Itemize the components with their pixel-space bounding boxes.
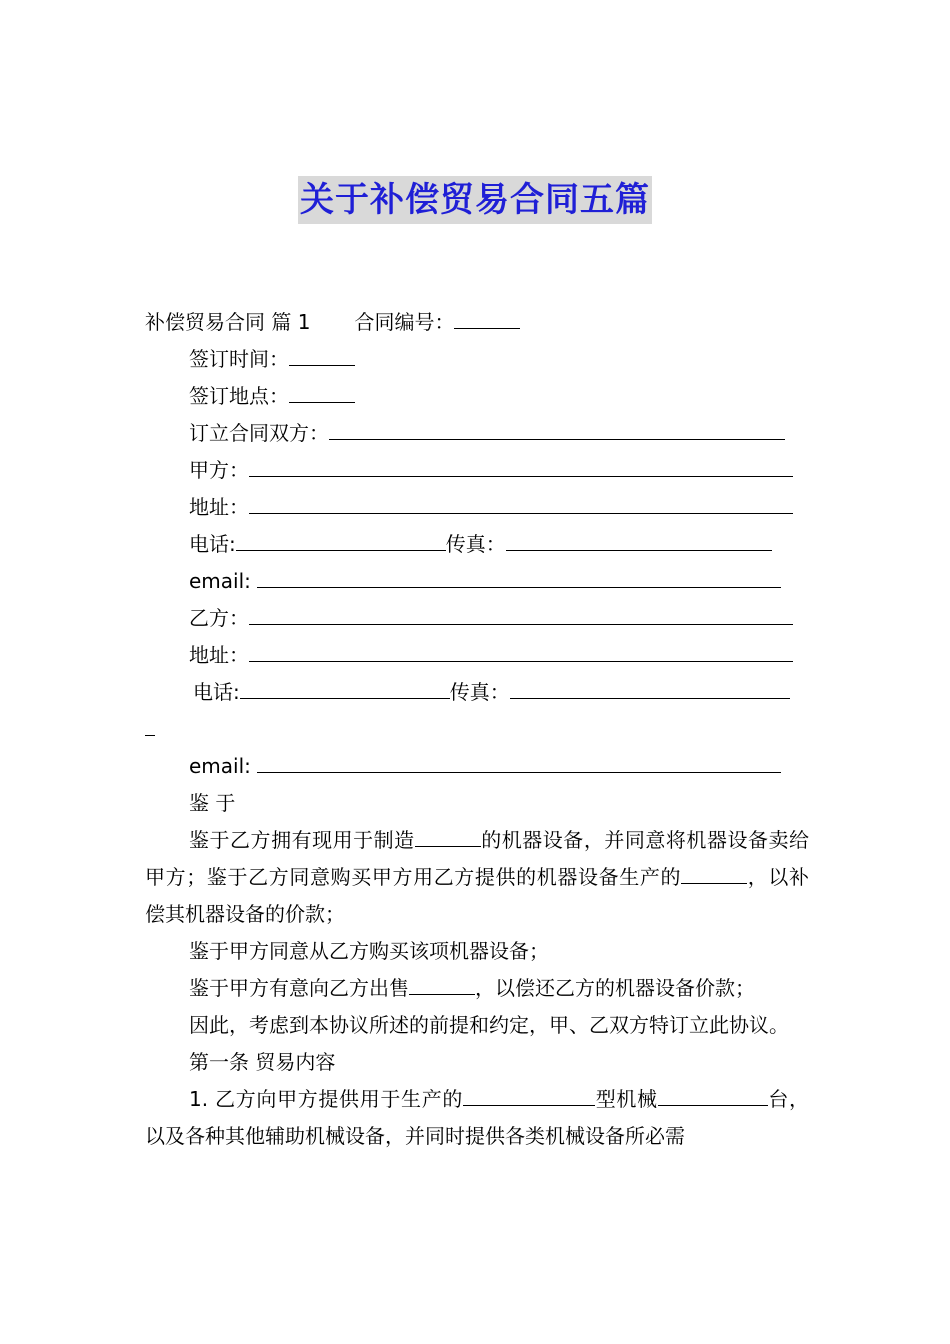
email-b-blank xyxy=(257,750,781,773)
parties-label: 订立合同双方： xyxy=(189,421,329,445)
sign-place-label: 签订地点： xyxy=(189,384,289,408)
email-a-blank xyxy=(257,565,781,588)
phone-b-label: 电话: xyxy=(193,680,240,704)
email-a-label: email: xyxy=(189,569,251,593)
fax-b-blank xyxy=(510,676,790,699)
recital-3a: 鉴于甲方有意向乙方出售 xyxy=(189,976,409,1000)
fax-a-blank xyxy=(506,528,772,551)
recital-paragraph-4: 因此，考虑到本协议所述的前提和约定，甲、乙双方特订立此协议。 xyxy=(189,1013,789,1037)
recital-paragraph-1 xyxy=(145,822,809,933)
address-a-blank xyxy=(249,491,793,514)
recital-1-blank-b xyxy=(681,861,747,884)
recital-3b: ，以偿还乙方的机器设备价款； xyxy=(475,976,755,1000)
parties-line xyxy=(145,415,809,452)
document-title: 关于补偿贸易合同五篇 xyxy=(298,176,652,224)
party-b-label: 乙方： xyxy=(189,606,249,630)
recital-1c: ，以补偿其机器设备的价款； xyxy=(145,865,810,926)
article-1-blank-model xyxy=(463,1083,595,1106)
recital-3-blank xyxy=(409,972,475,995)
article-1-item-1b: 型机械 xyxy=(595,1087,658,1111)
address-a-label: 地址： xyxy=(189,495,249,519)
phone-b-line xyxy=(145,674,809,711)
address-b-blank xyxy=(249,639,793,662)
recital-paragraph-3 xyxy=(145,970,809,1007)
email-b-line xyxy=(145,748,809,785)
sign-time-blank xyxy=(289,343,355,366)
address-a-line xyxy=(145,489,809,526)
sign-time-line xyxy=(145,341,809,378)
recital-paragraph-2: 鉴于甲方同意从乙方购买该项机器设备； xyxy=(189,939,549,963)
article-1-item-1 xyxy=(145,1081,809,1155)
party-a-blank xyxy=(249,454,793,477)
address-b-label: 地址： xyxy=(189,643,249,667)
article-1-blank-qty xyxy=(658,1083,768,1106)
email-b-label: email: xyxy=(189,754,251,778)
party-b-blank xyxy=(249,602,793,625)
document-title-wrap xyxy=(0,176,950,224)
phone-b-wrap-line xyxy=(145,711,809,748)
fax-b-label: 传真： xyxy=(449,680,510,704)
article-1-heading: 第一条 贸易内容 xyxy=(189,1050,336,1074)
contract-no-label: 合同编号： xyxy=(354,310,455,334)
parties-blank xyxy=(329,417,785,440)
recital-1a: 鉴于乙方拥有现用于制造 xyxy=(189,828,415,852)
article-1-item-1a: 1. 乙方向甲方提供用于生产的 xyxy=(189,1087,464,1111)
recital-1b: 的机器设备，并同意将机器设备卖给甲方；鉴于乙方同意购买甲方用乙方提供的机器设备生产的 xyxy=(145,828,810,889)
party-a-label: 甲方： xyxy=(189,458,249,482)
document-body xyxy=(145,304,809,1155)
contract-no-blank xyxy=(454,306,520,329)
phone-a-label: 电话: xyxy=(189,532,236,556)
recital-1-blank-a xyxy=(415,824,481,847)
article-1-item-1c: 台，以及各种其他辅助机械设备，并同时提供各类机械设备所必需 xyxy=(145,1087,810,1148)
party-b-line xyxy=(145,600,809,637)
party-a-line xyxy=(145,452,809,489)
sign-place-blank xyxy=(289,380,355,403)
phone-b-blank xyxy=(240,676,450,699)
fax-b-blank-cont xyxy=(145,713,155,736)
header-line xyxy=(145,304,809,341)
sign-time-label: 签订时间： xyxy=(189,347,289,371)
phone-a-blank xyxy=(236,528,446,551)
email-a-line xyxy=(145,563,809,600)
address-b-line xyxy=(145,637,809,674)
phone-a-line xyxy=(145,526,809,563)
sign-place-line xyxy=(145,378,809,415)
fax-a-label: 传真： xyxy=(445,532,506,556)
recitals-heading: 鉴 于 xyxy=(189,791,236,815)
section-heading: 补偿贸易合同 篇 1 xyxy=(145,310,311,334)
